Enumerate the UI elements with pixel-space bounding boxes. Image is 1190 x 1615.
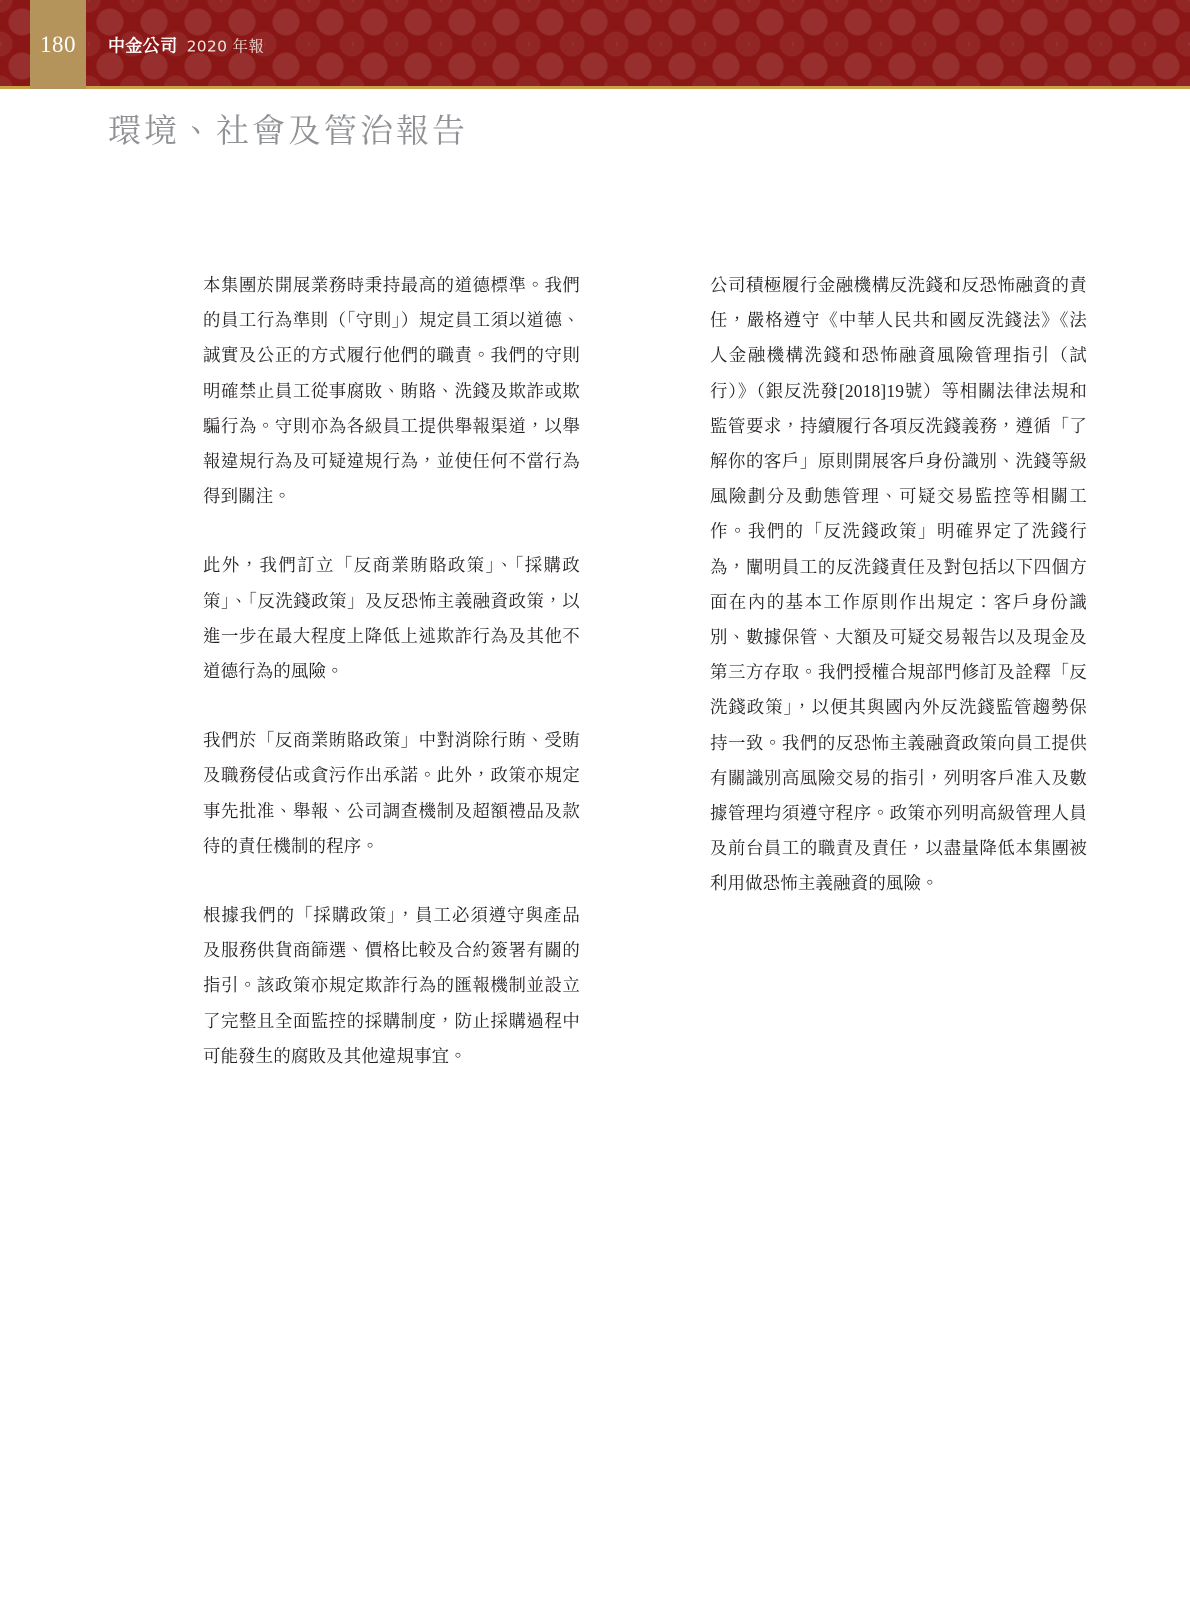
body-columns xyxy=(203,268,1088,1074)
paragraph: 此外，我們訂立「反商業賄賂政策」、「採購政策」、「反洗錢政策」及反恐怖主義融資政策，以進一步在最大程度上降低上述欺詐行為及其他不道德行為的風險。 xyxy=(203,555,580,682)
running-header xyxy=(108,32,264,57)
page-title: 環境、社會及管治報告 xyxy=(108,114,468,150)
page-number: 180 xyxy=(40,31,76,57)
banner-gold-rule xyxy=(0,86,1190,89)
page-number-tab xyxy=(30,0,86,89)
running-header-report-year: 2020 年報 xyxy=(186,37,265,56)
right-column xyxy=(710,268,1087,1074)
page-banner xyxy=(0,0,1190,86)
paragraph: 根據我們的「採購政策」，員工必須遵守與產品及服務供貨商篩選、價格比較及合約簽署有關的指引。該政策亦規定欺詐行為的匯報機制並設立了完整且全面監控的採購制度，防止採購過程中可能發生的腐敗及其他違規事宜。 xyxy=(203,905,580,1066)
paragraph: 公司積極履行金融機構反洗錢和反恐怖融資的責任，嚴格遵守《中華人民共和國反洗錢法》《法人金融機構洗錢和恐怖融資風險管理指引（試行）》（銀反洗發[2018]19號）等相關法律法規和監管要求，持續履行各項反洗錢義務，遵循「了解你的客戶」原則開展客戶身份識別、洗錢等級風險劃分及動態管理、可疑交易監控等相關工作。我們的「反洗錢政策」明確界定了洗錢行為，闡明員工的反洗錢責任及對包括以下四個方面在內的基本工作原則作出規定：客戶身份識別、數據保管、大額及可疑交易報告以及現金及第三方存取。我們授權合規部門修訂及詮釋「反洗錢政策」，以便其與國內外反洗錢監管趨勢保持一致。我們的反恐怖主義融資政策向員工提供有關識別高風險交易的指引，列明客戶准入及數據管理均須遵守程序。政策亦列明高級管理人員及前台員工的職責及責任，以盡量降低本集團被利用做恐怖主義融資的風險。 xyxy=(710,275,1087,894)
left-column xyxy=(203,268,580,1074)
running-header-company: 中金公司 xyxy=(108,36,178,57)
paragraph: 本集團於開展業務時秉持最高的道德標準。我們的員工行為準則（「守則」）規定員工須以道德、誠實及公正的方式履行他們的職責。我們的守則明確禁止員工從事腐敗、賄賂、洗錢及欺詐或欺騙行為。守則亦為各級員工提供舉報渠道，以舉報違規行為及可疑違規行為，並使任何不當行為得到關注。 xyxy=(203,275,580,507)
paragraph: 我們於「反商業賄賂政策」中對消除行賄、受賄及職務侵佔或貪污作出承諾。此外，政策亦規定事先批准、舉報、公司調查機制及超額禮品及款待的責任機制的程序。 xyxy=(203,730,580,856)
